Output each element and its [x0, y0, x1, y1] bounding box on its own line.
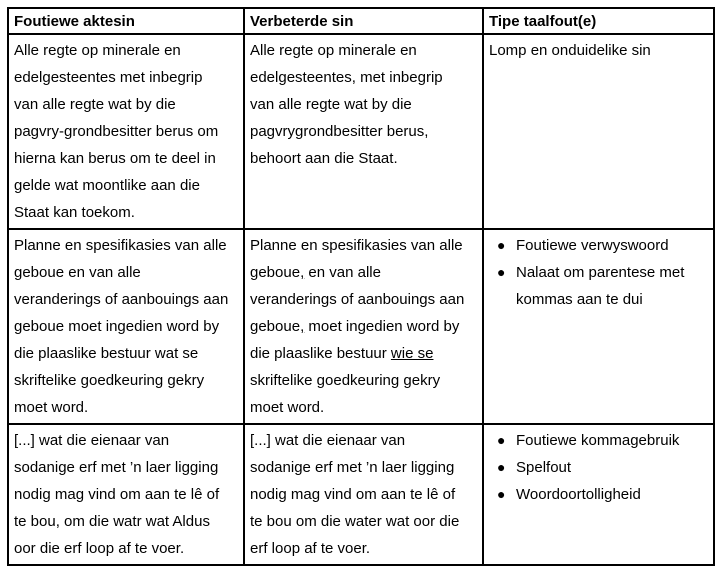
text-line: Planne en spesifikasies van alle [14, 237, 227, 254]
cell-improved-sentence-3 [244, 424, 483, 565]
text-line: veranderings of aanbouings aan [250, 291, 465, 308]
bullet-icon: ● [497, 237, 506, 253]
text-line: skriftelike goedkeuring gekry [250, 372, 441, 389]
text-line: geboue moet ingedien word by [14, 318, 220, 335]
bullet-icon: ● [497, 459, 506, 475]
text-line: Alle regte op minerale en [250, 42, 417, 59]
text-line: gelde wat moontlike aan die [14, 177, 200, 194]
header-row [8, 8, 714, 34]
text-line: Planne en spesifikasies van alle [250, 237, 463, 254]
text-line: [...] wat die eienaar van [250, 432, 406, 449]
bullet-list-item [489, 259, 710, 313]
text-line: pagvry-grondbesitter berus om [14, 123, 219, 140]
cell-faulty-sentence-3 [8, 424, 244, 565]
text-line: die plaaslike bestuur wie se [250, 345, 434, 362]
text-line: geboue, moet ingedien word by [250, 318, 460, 335]
cell-error-types-2 [483, 229, 714, 424]
text-line: behoort aan die Staat. [250, 150, 398, 167]
text-line: moet word. [14, 399, 89, 416]
text-line: Foutiewe verwyswoord [516, 237, 669, 254]
text-line: erf loop af te voer. [250, 540, 371, 557]
cell-error-types-1 [483, 34, 714, 229]
text-line: hierna kan berus om te deel in [14, 150, 216, 167]
bullet-icon: ● [497, 486, 506, 502]
cell-faulty-sentence-2 [8, 229, 244, 424]
text-line: Lomp en onduidelike sin [489, 42, 651, 59]
column-header-foutiewe-aktesin: Foutiewe aktesin [8, 8, 244, 34]
text-line: skriftelike goedkeuring gekry [14, 372, 205, 389]
text-line: Foutiewe kommagebruik [516, 432, 680, 449]
text-line: sodanige erf met ’n laer ligging [250, 459, 455, 476]
text-line: van alle regte wat by die [14, 96, 176, 113]
text-line: Alle regte op minerale en [14, 42, 181, 59]
text-line: moet word. [250, 399, 325, 416]
cell-improved-sentence-1 [244, 34, 483, 229]
bullet-icon: ● [497, 432, 506, 448]
column-header-verbeterde-sin: Verbeterde sin [244, 8, 483, 34]
text-line: te bou om die water wat oor die [250, 513, 460, 530]
text-line: Woordoortolligheid [516, 486, 641, 503]
bullet-icon: ● [497, 264, 506, 280]
text-line: edelgesteentes, met inbegrip [250, 69, 443, 86]
table-row [8, 34, 714, 229]
text-line: Nalaat om parentese met [516, 264, 685, 281]
text-line: oor die erf loop af te voer. [14, 540, 185, 557]
text-line: kommas aan te dui [516, 291, 643, 308]
text-line: Spelfout [516, 459, 572, 476]
table-row [8, 229, 714, 424]
cell-improved-sentence-2 [244, 229, 483, 424]
text-line: sodanige erf met ’n laer ligging [14, 459, 219, 476]
text-line: geboue, en van alle [250, 264, 381, 281]
text-line: Staat kan toekom. [14, 204, 135, 221]
bullet-list-item [489, 454, 710, 481]
text-line: pagvrygrondbesitter berus, [250, 123, 429, 140]
bullet-list-item [489, 232, 710, 259]
text-line: nodig mag vind om aan te lê of [14, 486, 220, 503]
text-line: van alle regte wat by die [250, 96, 412, 113]
table-row [8, 424, 714, 565]
text-line: te bou, om die watr wat Aldus [14, 513, 210, 530]
cell-error-types-3 [483, 424, 714, 565]
text-line: die plaaslike bestuur wat se [14, 345, 199, 362]
column-header-tipe-taalfout: Tipe taalfout(e) [483, 8, 714, 34]
text-line: geboue en van alle [14, 264, 141, 281]
text-line: edelgesteentes met inbegrip [14, 69, 203, 86]
error-correction-table [7, 7, 715, 566]
bullet-list-item [489, 427, 710, 454]
bullet-list-item [489, 481, 710, 508]
text-line: nodig mag vind om aan te lê of [250, 486, 456, 503]
text-line: veranderings of aanbouings aan [14, 291, 229, 308]
text-line: [...] wat die eienaar van [14, 432, 170, 449]
cell-faulty-sentence-1 [8, 34, 244, 229]
